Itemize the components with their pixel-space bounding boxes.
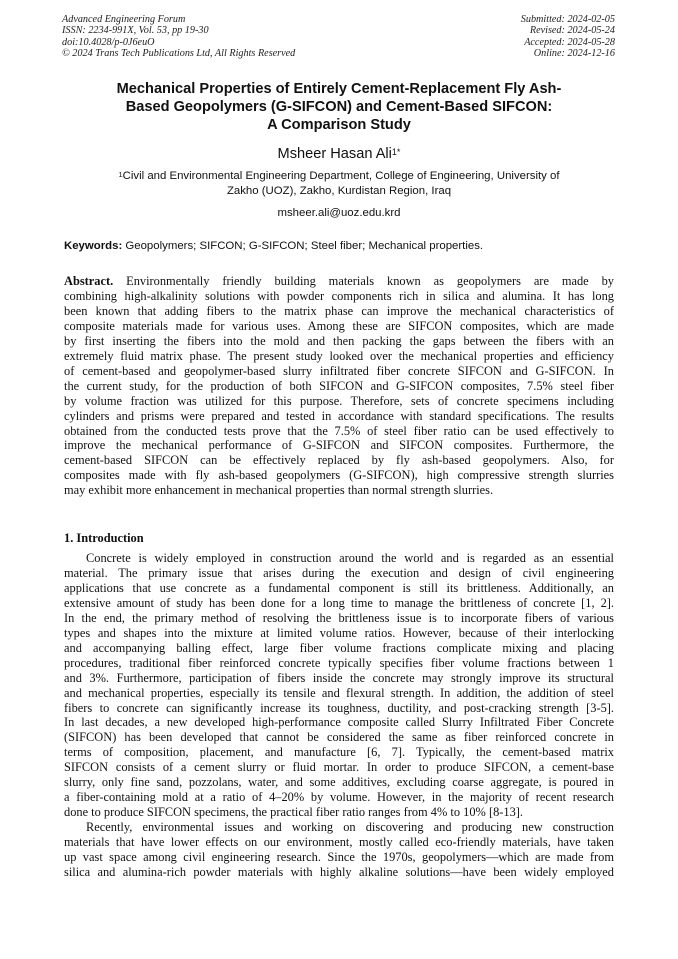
- journal-issn: ISSN: 2234-991X, Vol. 53, pp 19-30: [62, 25, 209, 37]
- body-line: materials that have lower effects on our environment, mostly called eco-friendly materials, have taken: [64, 835, 614, 850]
- body-line: Recently, environmental issues and working on discovering and producing new construction: [86, 820, 614, 835]
- abstract-line: improve the mechanical performance of G-SIFCON and SIFCON composites. Furthermore, the: [64, 438, 614, 453]
- abstract-line: composite materials made for various uses. Among these are SIFCON composites, which are made: [64, 318, 614, 333]
- affiliation-line: Zakho (UOZ), Zakho, Kurdistan Region, Iraq: [226, 184, 452, 197]
- date-revised: Revised: 2024-05-24: [529, 25, 615, 37]
- keywords: [64, 239, 483, 253]
- abstract-line: obtained from the conducted tests prove that the 7.5% of steel fiber ratio can be used effectively to: [64, 423, 614, 438]
- abstract: [64, 274, 614, 498]
- affiliation-mark: 1: [118, 170, 123, 179]
- body-line: In the end, the primary method of resolving the brittleness issue is to incorporate fibers of various: [64, 610, 614, 625]
- abstract-line: of cement-based and geopolymer-based slurry infiltrated fiber concrete SIFCON and G-SIFCON. In: [64, 363, 614, 378]
- body-line: extensive amount of study has been done for a long time to manage the brittleness of concrete [1, 2].: [64, 595, 614, 610]
- title-line: A Comparison Study: [267, 117, 411, 133]
- paper-title: [60, 80, 618, 134]
- abstract-first-line: Abstract. Environmentally friendly building materials known as geopolymers are made by: [64, 274, 614, 288]
- body-line: material. The primary issue that arises during the execution and design of civil engineering: [64, 565, 614, 580]
- abstract-line: the current study, for the production of both SIFCON and G-SIFCON composites, 7.5% steel fiber: [64, 378, 614, 393]
- abstract-line: been known that adding fibers to the matrix phase can improve the mechanical characteristics of: [64, 303, 614, 318]
- keywords-label: Keywords:: [64, 240, 123, 252]
- date-submitted: Submitted: 2024-02-05: [520, 14, 615, 25]
- affiliation-line: Civil and Environmental Engineering Department, College of Engineering, University of: [122, 170, 560, 182]
- journal-info: [62, 14, 295, 60]
- author-line: [0, 145, 678, 163]
- body-line: Concrete is widely employed in construction around the world and is regarded as an essential: [86, 551, 614, 565]
- author-name: Msheer Hasan Ali: [277, 146, 392, 162]
- abstract-line: combining high-alkalinity solutions with powder components rich in silica and alumina. It has long: [64, 288, 614, 303]
- abstract-line: by volume fraction was utilized for this purpose. Therefore, sets of concrete specimens including: [64, 393, 614, 408]
- body-line: terms of composition, placement, and manufacture [6, 7]. Typically, the cement-based matrix: [64, 745, 614, 760]
- abstract-label: Abstract.: [64, 274, 114, 288]
- date-online: Online: 2024-12-16: [533, 48, 615, 60]
- journal-doi[interactable]: doi:10.4028/p-0J6euO: [62, 36, 155, 48]
- body-line: and 3%. Furthermore, participation of fibers inside the concrete may strongly improve its structural: [64, 670, 614, 685]
- author-marks: 1*: [391, 147, 401, 157]
- body-line: silica and alumina-rich powder materials with highly alkaline solutions—have been widely employed: [64, 865, 614, 880]
- section-body: [64, 551, 614, 880]
- journal-name: Advanced Engineering Forum: [62, 14, 186, 25]
- author-email[interactable]: msheer.ali@uoz.edu.krd: [277, 207, 401, 219]
- title-line: Mechanical Properties of Entirely Cement-Replacement Fly Ash-: [116, 81, 562, 97]
- abstract-line: cylinders and prisms were prepared and tested in accordance with standard specifications. The results: [64, 408, 614, 423]
- body-line: done to produce SIFCON specimens, the practical fiber ratio ranges from 4% to 10% [8-13].: [64, 805, 524, 820]
- body-line: (SIFCON) has been developed that cannot be considered the same as fiber reinforced concrete in: [64, 730, 614, 745]
- abstract-line: extremely fluid matrix phase. The present study looked over the mechanical properties and efficiency: [64, 348, 614, 363]
- body-line: and mechanical properties, especially its tensile and flexural strength. In addition, the addition of steel: [64, 685, 614, 700]
- abstract-line: may exhibit more enhancement in mechanical properties than normal strength slurries.: [64, 483, 494, 498]
- body-line: In last decades, a new developed high-performance composite called Slurry Infiltrated Fiber Concrete: [64, 715, 614, 730]
- affiliation: [60, 169, 618, 198]
- body-line: SIFCON consists of a cement slurry or fluid mortar. In order to produce SIFCON, a cement-base: [64, 760, 614, 775]
- body-line: and accompanying balling effect, large fiber volume fractions complicate mixing and placing: [64, 640, 614, 655]
- section-heading: 1. Introduction: [64, 531, 144, 545]
- body-line: slurry, only fine sand, pozzolans, water, and some additives, excluding coarse aggregate, is poured in: [64, 775, 614, 790]
- body-line: a fiber-containing mold at a ratio of 4–20% by volume. However, in the majority of recent research: [64, 790, 614, 805]
- date-accepted: Accepted: 2024-05-28: [524, 36, 615, 48]
- body-line: applications that use concrete as a fundamental component is still its brittleness. Additionally, an: [64, 580, 614, 595]
- abstract-line: composites made with fly ash-based geopolymers (G-SIFCON), high compressive strength slurries: [64, 468, 614, 483]
- title-line: Based Geopolymers (G-SIFCON) and Cement-Based SIFCON:: [125, 99, 553, 115]
- abstract-line: cement-based SIFCON can be effectively replaced by fly ash-based geopolymers. Also, for: [64, 453, 614, 468]
- body-line: up vast space among civil engineering research. Since the 1970s, geopolymers—which are made from: [64, 850, 614, 865]
- journal-copyright: © 2024 Trans Tech Publications Ltd, All Rights Reserved: [62, 48, 296, 60]
- body-line: procedures, traditional fiber reinforced concrete typically specifies fiber volume fractions between 1: [64, 655, 614, 670]
- body-line: types and shapes into the mixture at limited volume ratios. However, because of their interlocking: [64, 625, 614, 640]
- submission-dates: [521, 14, 615, 60]
- abstract-line: by first inserting the fibers into the mold and then packing the gaps between the fibers with an: [64, 333, 614, 348]
- body-line: fibers to concrete can significantly increase its toughness, ductility, and post-cracking strength [3-5].: [64, 700, 614, 715]
- keywords-text: Geopolymers; SIFCON; G-SIFCON; Steel fiber; Mechanical properties.: [125, 240, 484, 252]
